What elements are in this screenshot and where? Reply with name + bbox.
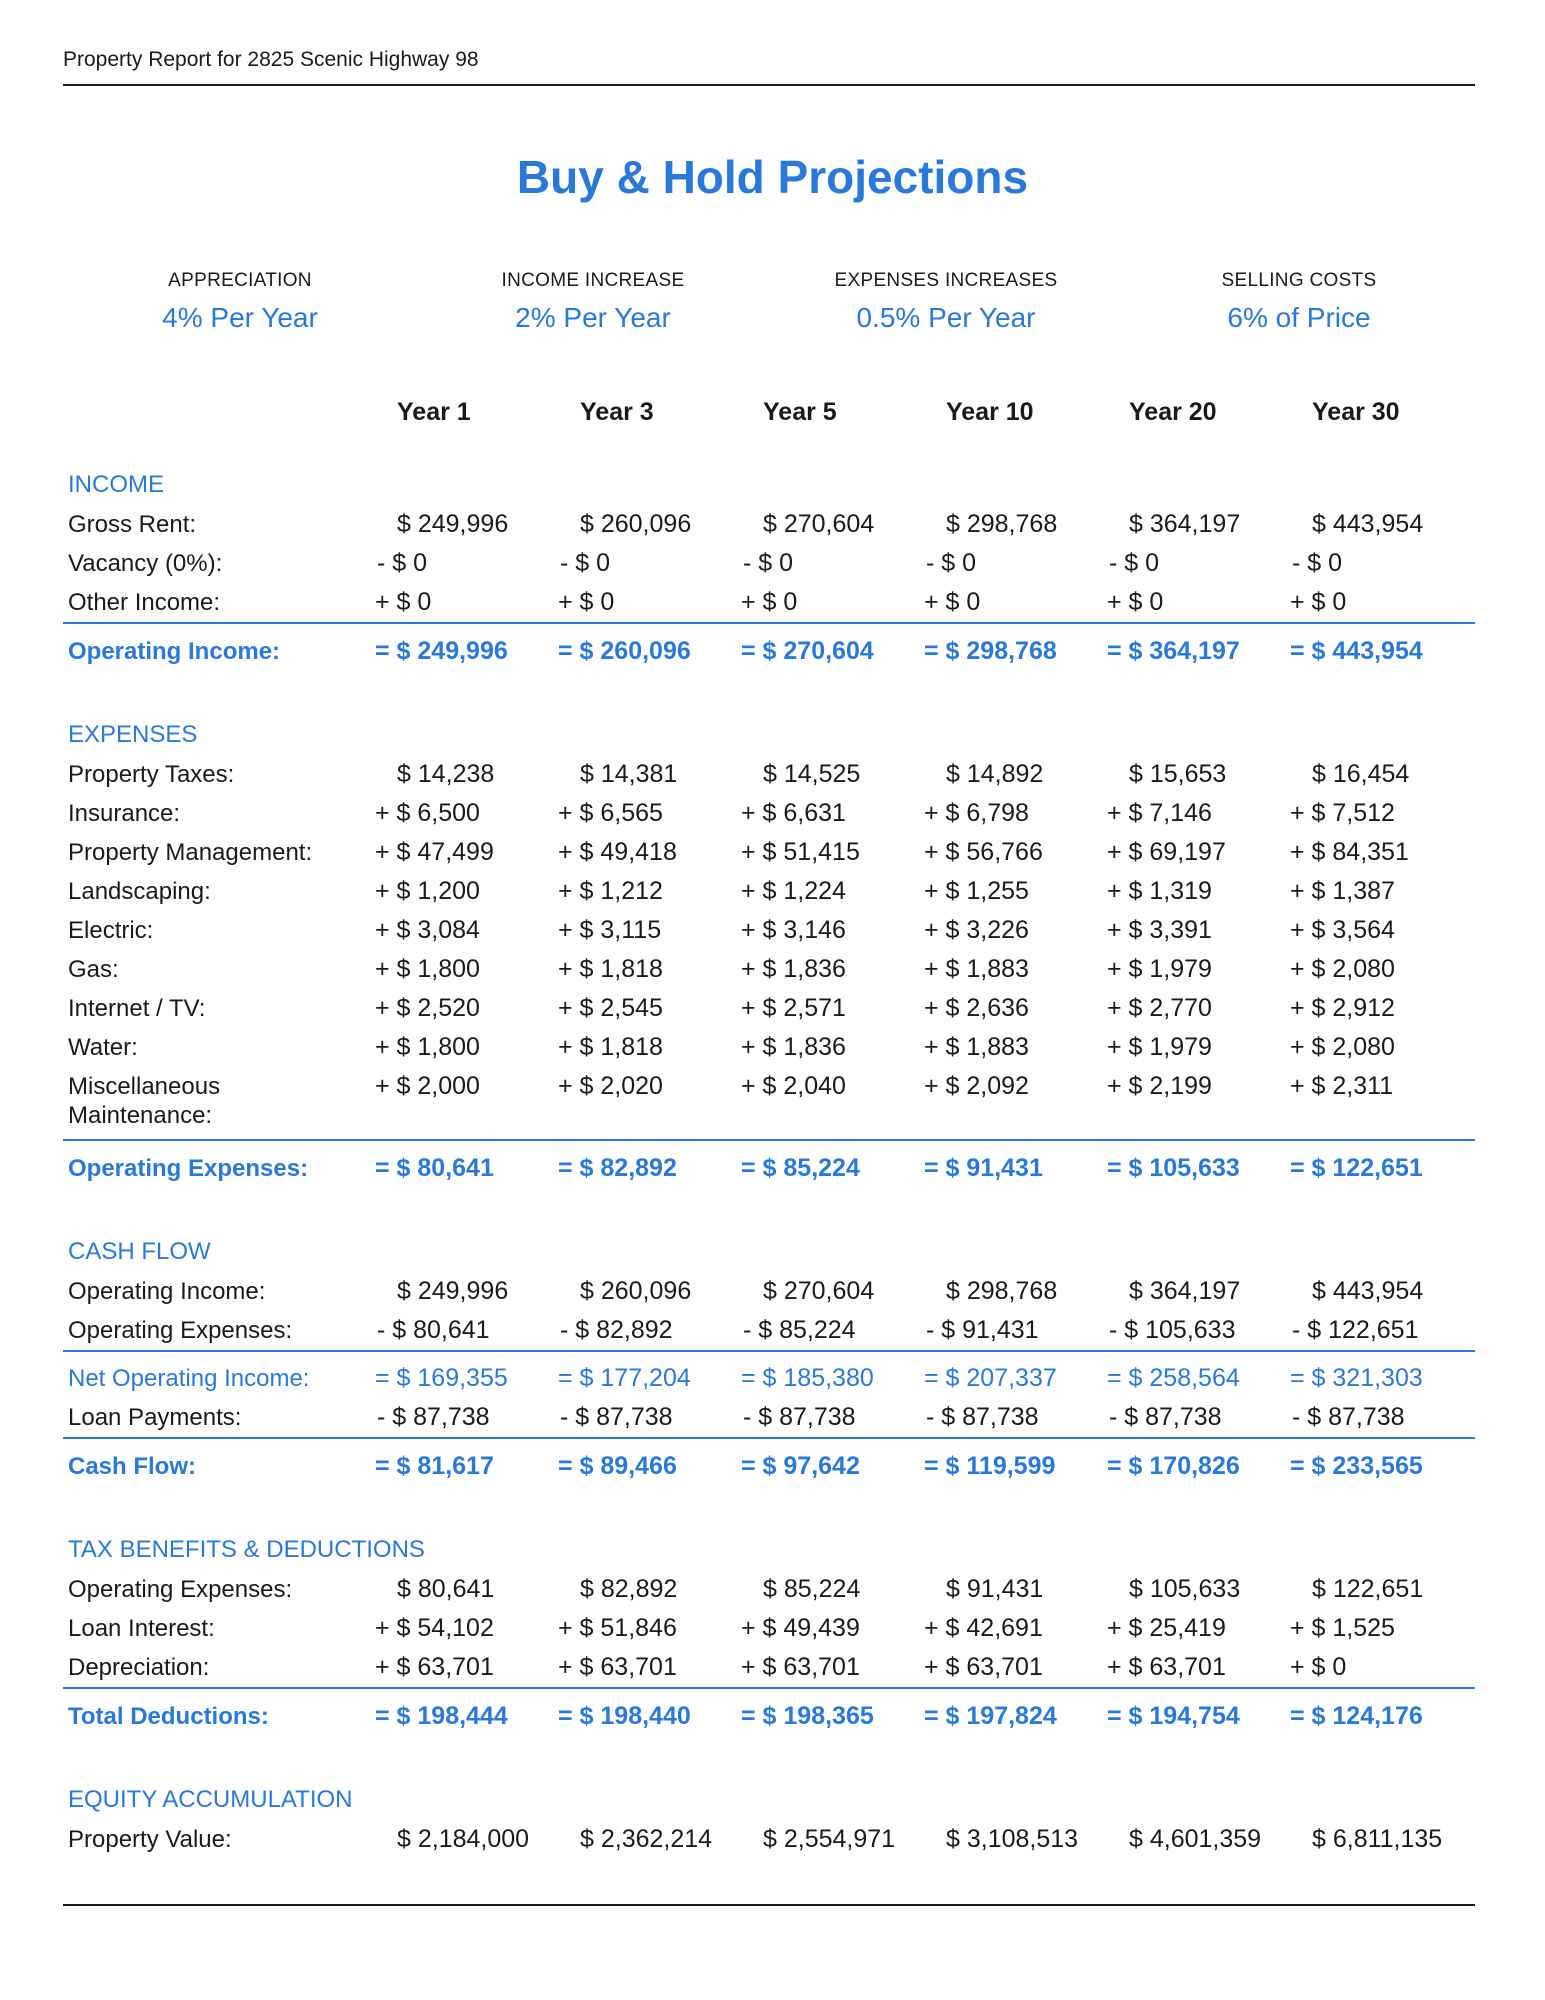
- table-cell: = $ 233,565: [1290, 1452, 1423, 1480]
- table-cell: + $ 2,000: [375, 1072, 480, 1100]
- table-cell: = $ 89,466: [558, 1452, 677, 1480]
- table-cell: + $ 1,387: [1290, 877, 1395, 905]
- table-cell: + $ 2,770: [1107, 994, 1212, 1022]
- table-row: [0, 1033, 1545, 1069]
- row-label: Operating Income:: [68, 638, 281, 665]
- table-cell: + $ 84,351: [1290, 838, 1409, 866]
- table-cell: + $ 1,836: [741, 1033, 846, 1061]
- table-cell: + $ 63,701: [375, 1653, 494, 1681]
- table-row: [0, 1575, 1545, 1611]
- table-cell: + $ 6,565: [558, 799, 663, 827]
- row-label: Depreciation:: [68, 1654, 210, 1681]
- table-cell: + $ 3,146: [741, 916, 846, 944]
- table-cell: $ 249,996: [397, 510, 509, 538]
- table-cell: + $ 3,391: [1107, 916, 1212, 944]
- table-cell: + $ 1,883: [924, 1033, 1029, 1061]
- column-header-year-20: Year 20: [1129, 398, 1217, 426]
- table-cell: + $ 1,525: [1290, 1614, 1395, 1642]
- table-cell: + $ 0: [1290, 588, 1347, 616]
- table-cell: $ 3,108,513: [946, 1825, 1079, 1853]
- table-cell: - $ 0: [1109, 549, 1160, 577]
- table-row: [0, 1825, 1545, 1861]
- table-cell: + $ 2,092: [924, 1072, 1029, 1100]
- table-cell: + $ 1,800: [375, 955, 480, 983]
- table-cell: = $ 81,617: [375, 1452, 494, 1480]
- table-cell: $ 443,954: [1312, 1277, 1424, 1305]
- table-cell: = $ 122,651: [1290, 1154, 1423, 1182]
- table-cell: + $ 2,912: [1290, 994, 1395, 1022]
- table-row: [0, 510, 1545, 546]
- table-cell: = $ 119,599: [924, 1452, 1056, 1480]
- table-cell: $ 80,641: [397, 1575, 495, 1603]
- table-cell: $ 260,096: [580, 510, 692, 538]
- table-cell: + $ 2,080: [1290, 1033, 1395, 1061]
- table-cell: - $ 91,431: [926, 1316, 1039, 1344]
- table-cell: = $ 105,633: [1107, 1154, 1240, 1182]
- table-cell: - $ 0: [926, 549, 977, 577]
- table-cell: $ 14,892: [946, 760, 1044, 788]
- table-row: [0, 994, 1545, 1030]
- row-label: Property Management:: [68, 839, 313, 866]
- table-cell: - $ 0: [743, 549, 794, 577]
- assumption-label: EXPENSES INCREASES: [834, 270, 1058, 291]
- table-cell: + $ 25,419: [1107, 1614, 1226, 1642]
- table-cell: - $ 105,633: [1109, 1316, 1236, 1344]
- table-cell: = $ 185,380: [741, 1364, 874, 1392]
- table-cell: = $ 258,564: [1107, 1364, 1240, 1392]
- table-cell: = $ 364,197: [1107, 637, 1240, 665]
- table-cell: + $ 1,979: [1107, 955, 1212, 983]
- assumption-expenses-increase: [786, 270, 1106, 334]
- table-cell: $ 14,525: [763, 760, 861, 788]
- table-cell: $ 270,604: [763, 1277, 875, 1305]
- assumption-value: 0.5% Per Year: [856, 302, 1036, 333]
- footer-divider: [63, 1904, 1475, 1906]
- assumption-label: INCOME INCREASE: [501, 270, 685, 291]
- row-label: Other Income:: [68, 589, 221, 616]
- row-label: Vacancy (0%):: [68, 550, 223, 577]
- table-cell: + $ 1,800: [375, 1033, 480, 1061]
- table-cell: + $ 0: [558, 588, 615, 616]
- table-cell: + $ 3,115: [558, 916, 662, 944]
- table-cell: + $ 2,020: [558, 1072, 663, 1100]
- row-label: Internet / TV:: [68, 995, 206, 1022]
- table-cell: + $ 1,836: [741, 955, 846, 983]
- assumption-value: 4% Per Year: [162, 302, 318, 333]
- table-cell: + $ 6,631: [741, 799, 846, 827]
- table-cell: + $ 0: [375, 588, 432, 616]
- table-cell: - $ 82,892: [560, 1316, 673, 1344]
- table-cell: $ 364,197: [1129, 1277, 1241, 1305]
- assumption-value: 6% of Price: [1227, 302, 1371, 333]
- table-row: [0, 1277, 1545, 1313]
- table-row: [0, 1653, 1545, 1689]
- table-cell: $ 260,096: [580, 1277, 692, 1305]
- table-cell: - $ 0: [560, 549, 611, 577]
- table-cell: = $ 298,768: [924, 637, 1057, 665]
- table-cell: - $ 85,224: [743, 1316, 856, 1344]
- table-cell: + $ 63,701: [1107, 1653, 1226, 1681]
- table-cell: - $ 87,738: [1109, 1403, 1222, 1431]
- page-title: Buy & Hold Projections: [516, 151, 1029, 203]
- row-label: Operating Expenses:: [68, 1155, 309, 1182]
- table-cell: + $ 63,701: [924, 1653, 1043, 1681]
- section-title-expenses: EXPENSES: [68, 721, 198, 748]
- table-cell: $ 364,197: [1129, 510, 1241, 538]
- table-cell: $ 2,554,971: [763, 1825, 896, 1853]
- table-cell: = $ 91,431: [924, 1154, 1043, 1182]
- row-label: Landscaping:: [68, 878, 211, 905]
- section-title-cash-flow: CASH FLOW: [68, 1238, 211, 1265]
- table-cell: = $ 177,204: [558, 1364, 691, 1392]
- table-cell: + $ 1,255: [924, 877, 1029, 905]
- table-cell: + $ 49,418: [558, 838, 677, 866]
- section-title-tax-benefits: TAX BENEFITS & DEDUCTIONS: [68, 1536, 425, 1563]
- table-cell: = $ 260,096: [558, 637, 691, 665]
- total-divider: [63, 622, 1475, 624]
- column-header-year-10: Year 10: [946, 398, 1034, 426]
- table-cell: + $ 56,766: [924, 838, 1043, 866]
- table-cell: = $ 82,892: [558, 1154, 677, 1182]
- row-label: Miscellaneous Maintenance:: [68, 1073, 221, 1129]
- table-row: [0, 1316, 1545, 1352]
- table-row: [0, 760, 1545, 796]
- table-cell: + $ 6,798: [924, 799, 1029, 827]
- table-cell: + $ 0: [924, 588, 981, 616]
- table-cell: + $ 51,846: [558, 1614, 677, 1642]
- table-cell: + $ 1,200: [375, 877, 480, 905]
- table-cell: = $ 124,176: [1290, 1702, 1423, 1730]
- table-cell: + $ 0: [741, 588, 798, 616]
- table-cell: - $ 80,641: [377, 1316, 490, 1344]
- table-cell: = $ 170,826: [1107, 1452, 1240, 1480]
- table-cell: + $ 51,415: [741, 838, 860, 866]
- table-cell: + $ 1,212: [558, 877, 663, 905]
- table-row: [0, 916, 1545, 952]
- table-cell: $ 6,811,135: [1312, 1825, 1443, 1853]
- table-cell: - $ 0: [377, 549, 428, 577]
- table-cell: - $ 87,738: [560, 1403, 673, 1431]
- column-header-year-5: Year 5: [763, 398, 837, 426]
- table-cell: $ 14,381: [580, 760, 678, 788]
- table-cell: - $ 87,738: [926, 1403, 1039, 1431]
- table-cell: + $ 0: [1290, 1653, 1347, 1681]
- table-cell: = $ 198,440: [558, 1702, 691, 1730]
- table-cell: - $ 87,738: [743, 1403, 856, 1431]
- table-cell: = $ 197,824: [924, 1702, 1057, 1730]
- table-row: [0, 799, 1545, 835]
- table-cell: = $ 270,604: [741, 637, 874, 665]
- table-cell: $ 91,431: [946, 1575, 1044, 1603]
- table-cell: + $ 1,883: [924, 955, 1029, 983]
- table-cell: = $ 194,754: [1107, 1702, 1240, 1730]
- table-row: [0, 549, 1545, 585]
- table-cell: + $ 63,701: [558, 1653, 677, 1681]
- column-header-year-1: Year 1: [397, 398, 471, 426]
- row-label: Insurance:: [68, 800, 181, 827]
- table-cell: $ 122,651: [1312, 1575, 1424, 1603]
- header-divider: [63, 84, 1475, 86]
- row-label: Operating Expenses:: [68, 1317, 293, 1344]
- assumption-appreciation: [80, 270, 400, 334]
- total-divider: [63, 1687, 1475, 1689]
- table-cell: - $ 0: [1292, 549, 1343, 577]
- table-cell: + $ 1,319: [1107, 877, 1212, 905]
- table-cell: $ 16,454: [1312, 760, 1410, 788]
- table-cell: + $ 2,311: [1290, 1072, 1394, 1100]
- table-cell: + $ 2,636: [924, 994, 1029, 1022]
- table-row: [0, 1403, 1545, 1439]
- table-cell: + $ 7,146: [1107, 799, 1212, 827]
- row-label: Operating Expenses:: [68, 1576, 293, 1603]
- table-cell: + $ 0: [1107, 588, 1164, 616]
- report-header: Property Report for 2825 Scenic Highway 98: [63, 48, 479, 71]
- total-row-operating-expenses: [0, 1154, 1545, 1190]
- total-row-operating-income: [0, 637, 1545, 673]
- table-cell: $ 4,601,359: [1129, 1825, 1262, 1853]
- table-cell: + $ 49,439: [741, 1614, 860, 1642]
- table-cell: + $ 1,818: [558, 1033, 663, 1061]
- table-row: [0, 1072, 1545, 1134]
- row-label: Total Deductions:: [68, 1703, 269, 1730]
- total-row-cash-flow: [0, 1452, 1545, 1488]
- table-cell: + $ 1,979: [1107, 1033, 1212, 1061]
- table-cell: + $ 2,545: [558, 994, 663, 1022]
- table-cell: + $ 63,701: [741, 1653, 860, 1681]
- section-title-equity: EQUITY ACCUMULATION: [68, 1786, 353, 1813]
- table-cell: $ 298,768: [946, 510, 1058, 538]
- assumptions-bar: [63, 270, 1475, 350]
- table-cell: = $ 198,444: [375, 1702, 508, 1730]
- table-cell: + $ 69,197: [1107, 838, 1226, 866]
- assumption-value: 2% Per Year: [515, 302, 671, 333]
- table-cell: - $ 87,738: [1292, 1403, 1405, 1431]
- assumption-selling-costs: [1139, 270, 1459, 334]
- assumption-label: SELLING COSTS: [1221, 270, 1377, 291]
- table-cell: + $ 47,499: [375, 838, 494, 866]
- table-cell: $ 14,238: [397, 760, 495, 788]
- table-row: [0, 1614, 1545, 1650]
- row-label: Loan Payments:: [68, 1404, 242, 1431]
- table-row: [0, 877, 1545, 913]
- table-cell: + $ 3,564: [1290, 916, 1395, 944]
- table-cell: + $ 2,571: [741, 994, 846, 1022]
- column-header-year-3: Year 3: [580, 398, 654, 426]
- table-cell: = $ 97,642: [741, 1452, 860, 1480]
- assumption-income-increase: [433, 270, 753, 334]
- row-label: Operating Income:: [68, 1278, 266, 1305]
- table-cell: $ 249,996: [397, 1277, 509, 1305]
- total-divider: [63, 1139, 1475, 1141]
- table-cell: + $ 6,500: [375, 799, 480, 827]
- total-row-total-deductions: [0, 1702, 1545, 1738]
- assumption-label: APPRECIATION: [168, 270, 312, 291]
- table-cell: = $ 249,996: [375, 637, 508, 665]
- table-cell: = $ 80,641: [375, 1154, 494, 1182]
- subtotal-divider: [63, 1350, 1475, 1352]
- row-label: Loan Interest:: [68, 1615, 215, 1642]
- table-cell: + $ 3,084: [375, 916, 480, 944]
- table-cell: + $ 2,040: [741, 1072, 846, 1100]
- table-cell: $ 270,604: [763, 510, 875, 538]
- table-row: [0, 588, 1545, 624]
- subtotal-row-noi: [0, 1364, 1545, 1400]
- row-label: Electric:: [68, 917, 154, 944]
- table-cell: = $ 321,303: [1290, 1364, 1423, 1392]
- table-cell: = $ 169,355: [375, 1364, 508, 1392]
- total-divider: [63, 1437, 1475, 1439]
- table-cell: + $ 54,102: [375, 1614, 494, 1642]
- table-cell: - $ 87,738: [377, 1403, 490, 1431]
- table-cell: = $ 443,954: [1290, 637, 1423, 665]
- table-cell: - $ 122,651: [1292, 1316, 1419, 1344]
- row-label: Water:: [68, 1034, 138, 1061]
- table-cell: + $ 1,818: [558, 955, 663, 983]
- table-cell: $ 82,892: [580, 1575, 678, 1603]
- table-cell: + $ 2,199: [1107, 1072, 1212, 1100]
- table-cell: = $ 207,337: [924, 1364, 1057, 1392]
- table-cell: + $ 1,224: [741, 877, 846, 905]
- row-label: Net Operating Income:: [68, 1365, 310, 1392]
- table-cell: $ 85,224: [763, 1575, 861, 1603]
- table-cell: = $ 85,224: [741, 1154, 860, 1182]
- table-cell: + $ 42,691: [924, 1614, 1043, 1642]
- table-row: [0, 838, 1545, 874]
- table-cell: $ 2,184,000: [397, 1825, 530, 1853]
- row-label: Gas:: [68, 956, 119, 983]
- row-label: Gross Rent:: [68, 511, 197, 538]
- table-cell: $ 443,954: [1312, 510, 1424, 538]
- section-title-income: INCOME: [68, 471, 164, 498]
- table-cell: $ 15,653: [1129, 760, 1227, 788]
- table-cell: = $ 198,365: [741, 1702, 874, 1730]
- row-label: Property Taxes:: [68, 761, 235, 788]
- table-cell: + $ 2,080: [1290, 955, 1395, 983]
- table-cell: $ 2,362,214: [580, 1825, 713, 1853]
- row-label: Property Value:: [68, 1826, 232, 1853]
- table-cell: $ 298,768: [946, 1277, 1058, 1305]
- table-cell: + $ 7,512: [1290, 799, 1395, 827]
- table-cell: $ 105,633: [1129, 1575, 1241, 1603]
- column-header-year-30: Year 30: [1312, 398, 1400, 426]
- table-cell: + $ 3,226: [924, 916, 1029, 944]
- table-row: [0, 955, 1545, 991]
- row-label: Cash Flow:: [68, 1453, 197, 1480]
- table-cell: + $ 2,520: [375, 994, 480, 1022]
